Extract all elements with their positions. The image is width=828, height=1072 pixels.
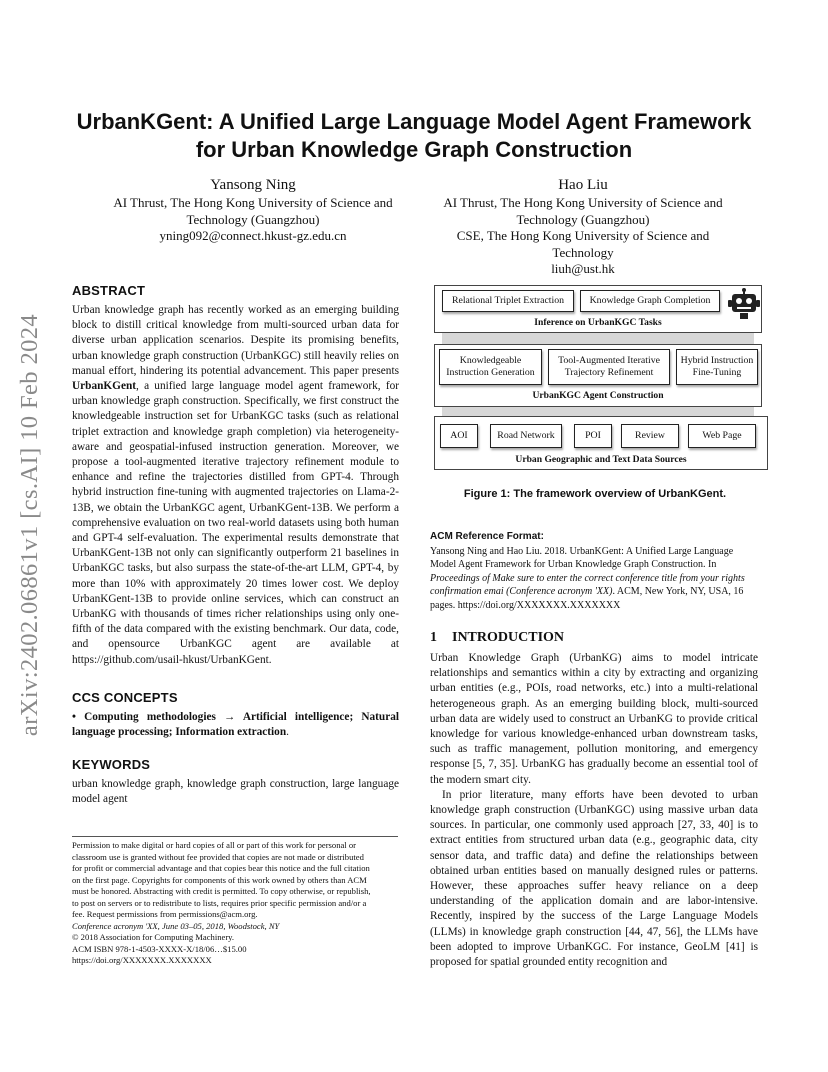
footnote-line: Permission to make digital or hard copies of all or part of this work for personal or	[72, 840, 357, 850]
footnote-line: on the first page. Copyrights for components of this work owned by others than ACM	[72, 874, 367, 885]
box-label: AOI	[450, 430, 468, 441]
box-label: Relational Triplet Extraction	[451, 295, 565, 306]
author-email: liuh@ust.hk	[551, 261, 615, 276]
author-affiliation: AI Thrust, The Hong Kong University of Science and	[113, 195, 393, 210]
kg-completion-box	[580, 290, 720, 312]
data-sources-label: Urban Geographic and Text Data Sources	[515, 454, 687, 465]
box-label: Review	[635, 430, 665, 441]
author-affiliation: Technology (Guangzhou)	[516, 211, 650, 227]
review-box	[621, 424, 679, 448]
section-number: 1	[430, 630, 437, 645]
arxiv-identifier	[8, 295, 52, 755]
footnote-divider	[72, 836, 398, 837]
author-name: Hao Liu	[558, 177, 608, 193]
author-email: yning092@connect.hkust-gz.edu.cn	[159, 228, 347, 243]
ccs-heading: CCS CONCEPTS	[72, 690, 178, 705]
road-network-box	[490, 424, 562, 448]
author-block-2	[420, 176, 746, 278]
intro-paragraph-1: Urban Knowledge Graph (UrbanKG) aims to model intricate relationships and semantics within a city by extracting and organizing urban entities (e.g., POIs, road networks, etc.) into a multi-relational heterogeneous graph. As an emerging building block, multi-sourced urban data are widely used to construct an UrbanKG to provide critical knowledge for various knowledge-enhanced urban downstream tasks, such as traffic management, pollution monitoring, and emergency response [5, 7, 35]. UrbanKG has gradually become an essential tool of the modern smart city.	[430, 652, 758, 786]
footnote-line: for profit or commercial advantage and that copies bear this notice and the full citation	[72, 863, 370, 873]
box-label: Road Network	[497, 430, 555, 441]
poi-box	[574, 424, 612, 448]
footnote-line: to post on servers or to redistribute to lists, requires prior specific permission and/or a	[72, 897, 367, 908]
figure-caption: Figure 1: The framework overview of UrbanKGent.	[463, 488, 727, 500]
keywords-body: urban knowledge graph, knowledge graph construction, large language model agent	[72, 778, 399, 806]
author-affiliation: CSE, The Hong Kong University of Science and	[456, 228, 710, 243]
footnote-line: must be honored. Abstracting with credit is permitted. To copy otherwise, or republish,	[72, 886, 371, 896]
acm-reference-venue: Proceedings of Make sure to enter the correct conference title from your rights confirmation emai (Conference acronym 'XX)	[430, 572, 745, 598]
acm-reference-heading: ACM Reference Format:	[430, 531, 544, 542]
author-affiliation: AI Thrust, The Hong Kong University of Science and	[443, 195, 723, 210]
title-line-2: for Urban Knowledge Graph Construction	[195, 137, 633, 162]
section-title: INTRODUCTION	[452, 630, 565, 645]
acm-reference-part: Yansong Ning and Hao Liu. 2018. UrbanKGent: A Unified Large Language Model Agent Framework for Urban Knowledge Graph Construction. In	[430, 546, 734, 571]
keywords-heading: KEYWORDS	[72, 757, 151, 772]
footnote-line: classroom use is granted without fee provided that copies are not made or distributed	[72, 851, 364, 862]
abstract-body	[72, 303, 399, 668]
instruction-generation-box	[439, 349, 542, 385]
abstract-text-part: Urban knowledge graph has recently worked as an emerging building block to distill critical knowledge from multi-sourced urban data for diverse urban application scenarios. Despite its promising benefits, urban knowledge graph construction (UrbanKGC) still heavily relies on manual effort, hindering its potential advancement. This paper presents	[72, 304, 399, 377]
introduction-heading	[430, 630, 564, 646]
aoi-box	[440, 424, 478, 448]
paper-title	[60, 108, 768, 164]
introduction-body	[430, 651, 758, 970]
flow-arrow	[442, 407, 754, 416]
acm-reference-part: . ACM, New York, NY, USA, 16 pages. https://doi.org/XXXXXXX.XXXXXXX	[430, 586, 744, 611]
box-label: POI	[585, 430, 601, 441]
footnote-line: fee. Request permissions from permissions@acm.org.	[72, 909, 258, 919]
intro-paragraph-2: In prior literature, many efforts have been devoted to urban knowledge graph construction (UrbanKGC) using massive urban data sources. In particular, one commonly used approach [27, 33, 40] is to extract entities from structured urban data (e.g., geographic data, city sensor data, and traffic data) and define the relationships between obtained urban entities based on manually designed rules or patterns. However, these approaches suffer heavy reliance on a deep understanding of the application domain and are labor-intensive. Recently, inspired by the success of the Large Language Models (LLMs) in knowledge graph construction [44, 47, 56], the LLMs have been adopted to improve UrbanKGC. For instance, GeoLM [41] is proposed for spatial grounded entity recognition and	[430, 788, 758, 969]
arxiv-id-text: arXiv:2402.06861v1 [cs.AI] 10 Feb 2024	[16, 313, 43, 737]
acm-reference-text	[430, 545, 758, 612]
abstract-system-name: UrbanKGent	[72, 380, 137, 393]
title-line-1: UrbanKGent: A Unified Large Language Model Agent Framework	[76, 109, 752, 134]
robot-icon	[727, 288, 761, 320]
author-affiliation: Technology (Guangzhou)	[186, 211, 320, 227]
box-label: Web Page	[702, 430, 742, 441]
footnote-copyright: © 2018 Association for Computing Machinery.	[72, 932, 235, 942]
abstract-heading: ABSTRACT	[72, 283, 146, 298]
inference-label: Inference on UrbanKGC Tasks	[534, 317, 662, 328]
ccs-body	[72, 710, 399, 740]
author-name: Yansong Ning	[210, 177, 296, 193]
agent-construction-label: UrbanKGC Agent Construction	[532, 390, 664, 401]
footnote-conference: Conference acronym 'XX, June 03–05, 2018, Woodstock, NY	[72, 920, 280, 931]
copyright-footnote	[72, 840, 398, 967]
abstract-text-part: , a unified large language model agent framework, for urban knowledge graph construction. Specifically, we first construct the knowledgeable instruction set for UrbanKGC tasks (such as relational triplet extraction and knowledge graph completion) via heterogeneity-aware and geospatial-infused instruction generation. Moreover, we propose a tool-augmented iterative trajectory refinement module to enhance and refine the trajectories distilled from GPT-4. Through hybrid instruction fine-tuning with augmented trajectories on Llama-2-13B, we obtain the UrbanKGC agent, UrbanKGent-13B. We perform a comprehensive evaluation on two real-world datasets using both human and GPT-4 self-evaluation. The experimental results demonstrate that UrbanKGent-13B not only can significantly outperform 21 baselines in UrbanKGC tasks, but also surpass the state-of-the-art LLM, GPT-4, by more than 10% with approximately 20 times lower cost. We deploy UrbanKGent-13B to provide online services, which can construct an UrbanKG with thousands of times richer relationships using only one-fifth of the data compared with the existing benchmark. Our data, code, and opensource UrbanKGC agent are available at https://github.com/usail-hkust/UrbanKGent.	[72, 380, 399, 666]
trajectory-refinement-box	[548, 349, 670, 385]
hybrid-finetuning-box	[676, 349, 758, 385]
ccs-concepts: • Computing methodologies → Artificial intelligence; Natural language processing; Information extraction	[72, 711, 399, 739]
box-label: Knowledgeable Instruction Generation	[446, 355, 535, 378]
box-label: Tool-Augmented Iterative Trajectory Refinement	[558, 355, 660, 378]
relational-triplet-box	[442, 290, 574, 312]
ccs-tail: .	[286, 726, 289, 739]
footnote-isbn: ACM ISBN 978-1-4503-XXXX-X/18/06…$15.00	[72, 943, 247, 954]
framework-figure	[430, 285, 770, 475]
footnote-doi: https://doi.org/XXXXXXX.XXXXXXX	[72, 955, 212, 965]
web-page-box	[688, 424, 756, 448]
box-label: Knowledge Graph Completion	[589, 295, 711, 306]
box-label: Hybrid Instruction Fine-Tuning	[680, 355, 754, 378]
author-block-1	[90, 176, 416, 245]
flow-arrow	[442, 333, 754, 344]
author-affiliation: Technology	[552, 244, 614, 260]
